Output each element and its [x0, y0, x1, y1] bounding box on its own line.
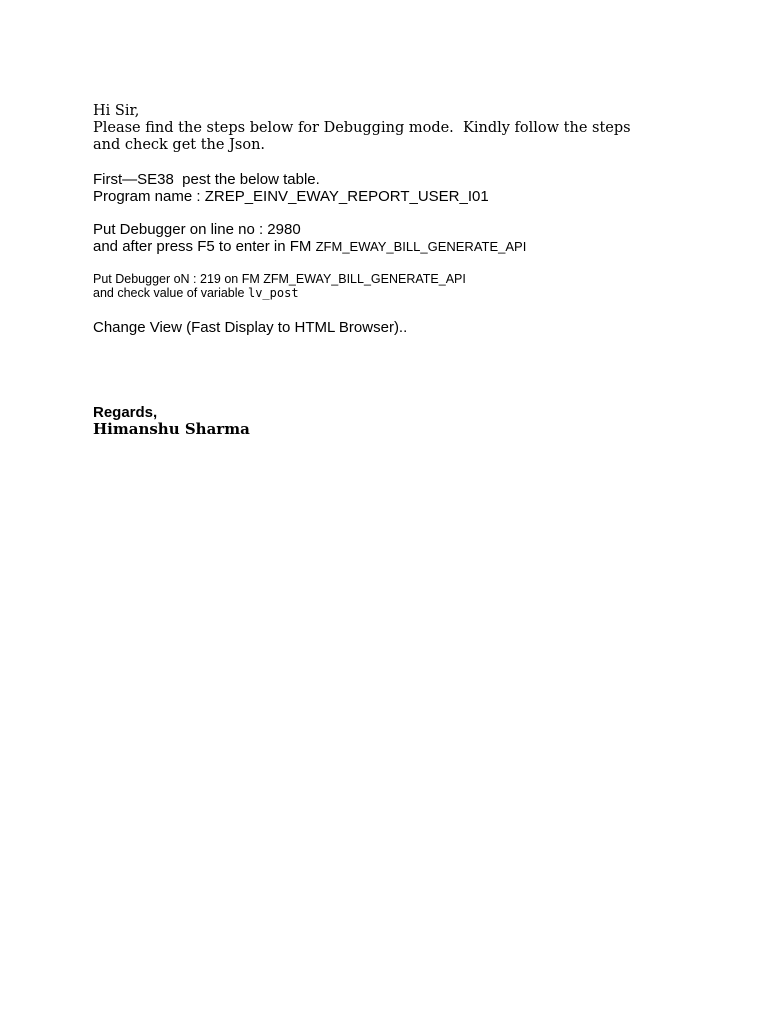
check-value-line [93, 286, 713, 300]
intro-line-2: and check get the Json. [93, 137, 266, 153]
debugger-on: Put Debugger oN : 219 on FM ZFM_EWAY_BILL_GENERATE_API [93, 272, 466, 286]
after-press-line [93, 238, 713, 255]
signature: Himanshu Sharma [93, 420, 250, 438]
after-press-fm: ZFM_EWAY_BILL_GENERATE_API [315, 239, 527, 254]
step-first: First—SE38 pest the below table. [93, 171, 320, 188]
intro-line-1: Please find the steps below for Debugging mode. Kindly follow the steps [93, 120, 631, 136]
check-value-var: lv_post [247, 286, 299, 300]
regards: Regards, [93, 404, 158, 421]
program-name: Program name : ZREP_EINV_EWAY_REPORT_USER_I01 [93, 188, 489, 205]
after-press-prefix: and after press F5 to enter in FM [93, 238, 316, 255]
email-body [93, 103, 713, 438]
change-view: Change View (Fast Display to HTML Browser).. [93, 319, 408, 336]
greeting: Hi Sir, [93, 103, 140, 119]
debugger-line: Put Debugger on line no : 2980 [93, 221, 301, 238]
check-value-prefix: and check value of variable [93, 286, 248, 300]
